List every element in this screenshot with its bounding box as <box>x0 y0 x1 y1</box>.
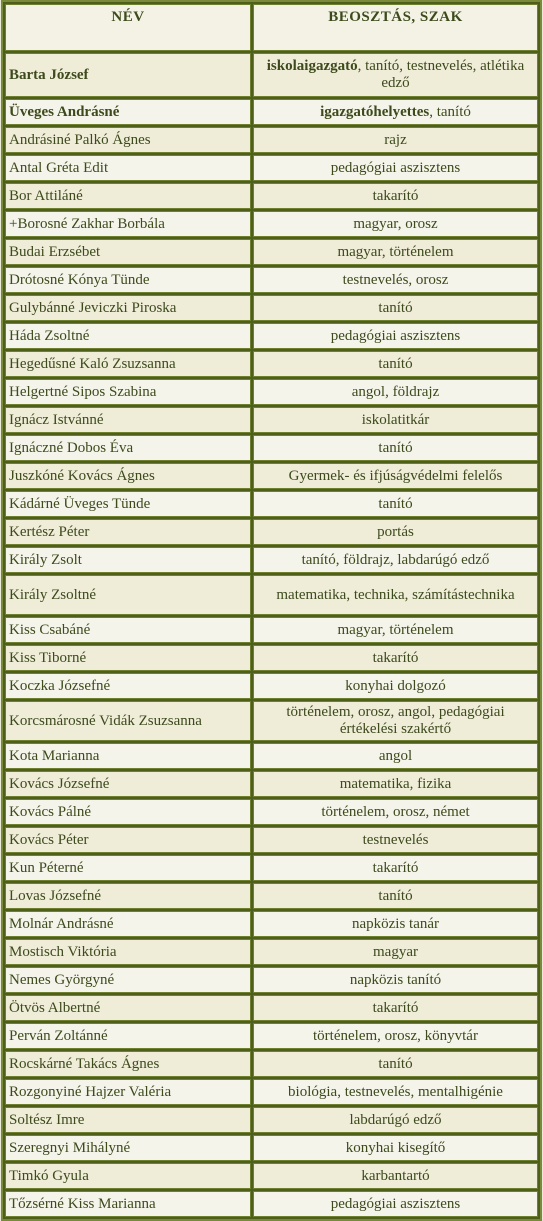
staff-table-frame <box>1 0 542 1221</box>
staff-name: Háda Zsoltné <box>5 323 251 349</box>
table-row <box>5 1191 538 1217</box>
staff-role <box>253 379 538 405</box>
table-row <box>5 53 538 97</box>
table-row <box>5 883 538 909</box>
staff-name: Helgertné Sipos Szabina <box>5 379 251 405</box>
staff-role-text: matematika, technika, számítástechnika <box>276 586 515 603</box>
staff-name: Barta József <box>5 53 251 97</box>
table-row <box>5 1051 538 1077</box>
staff-role-text: takarító <box>372 649 419 666</box>
table-row <box>5 183 538 209</box>
staff-role-text: takarító <box>372 859 419 876</box>
table-row <box>5 211 538 237</box>
staff-name: Kertész Péter <box>5 519 251 545</box>
staff-name: Rocskárné Takács Ágnes <box>5 1051 251 1077</box>
staff-rows <box>5 53 538 1217</box>
staff-role <box>253 435 538 461</box>
staff-role-text: pedagógiai aszisztens <box>330 327 461 344</box>
staff-role-text: , tanító, testnevelés, atlétika edző <box>357 58 525 91</box>
staff-role-text: tanító <box>378 355 413 372</box>
table-row <box>5 1079 538 1105</box>
staff-role-text: karbantartó <box>361 1167 430 1184</box>
staff-role-text: magyar, történelem <box>337 621 454 638</box>
staff-role-text: testnevelés, orosz <box>342 271 449 288</box>
staff-role <box>253 1163 538 1189</box>
staff-role-text: pedagógiai aszisztens <box>330 159 461 176</box>
staff-name: Drótosné Kónya Tünde <box>5 267 251 293</box>
staff-name: Bor Attiláné <box>5 183 251 209</box>
staff-role-text: testnevelés <box>362 831 429 848</box>
staff-name: Kota Marianna <box>5 743 251 769</box>
staff-role-text: magyar <box>373 943 418 960</box>
staff-name: Molnár Andrásné <box>5 911 251 937</box>
staff-name: Király Zsoltné <box>5 575 251 615</box>
staff-name: +Borosné Zakhar Borbála <box>5 211 251 237</box>
staff-name: Kiss Csabáné <box>5 617 251 643</box>
staff-role-text: biológia, testnevelés, mentalhigénie <box>288 1083 503 1100</box>
staff-name: Perván Zoltánné <box>5 1023 251 1049</box>
staff-name: Soltész Imre <box>5 1107 251 1133</box>
staff-name: Koczka Józsefné <box>5 673 251 699</box>
staff-role <box>253 323 538 349</box>
staff-role-text: pedagógiai aszisztens <box>330 1195 461 1212</box>
staff-name: Kovács Pálné <box>5 799 251 825</box>
table-row <box>5 547 538 573</box>
table-row <box>5 575 538 615</box>
table-row <box>5 463 538 489</box>
staff-role-text: Gyermek- és ifjúságvédelmi felelős <box>288 467 503 484</box>
table-row <box>5 799 538 825</box>
staff-name: Kun Péterné <box>5 855 251 881</box>
staff-role <box>253 1023 538 1049</box>
staff-role <box>253 519 538 545</box>
table-row <box>5 323 538 349</box>
table-row <box>5 855 538 881</box>
table-row <box>5 617 538 643</box>
staff-role <box>253 743 538 769</box>
table-row <box>5 1135 538 1161</box>
staff-role-text: tanító <box>378 495 413 512</box>
table-row <box>5 99 538 125</box>
table-row <box>5 519 538 545</box>
staff-role <box>253 883 538 909</box>
staff-role <box>253 1135 538 1161</box>
staff-role <box>253 645 538 671</box>
staff-name: Nemes Györgyné <box>5 967 251 993</box>
staff-role <box>253 1107 538 1133</box>
staff-role-text: tanító <box>378 439 413 456</box>
table-row <box>5 267 538 293</box>
staff-role <box>253 967 538 993</box>
staff-name: Korcsmárosné Vidák Zsuzsanna <box>5 701 251 741</box>
staff-role-text: napközis tanító <box>349 971 442 988</box>
staff-role-text: történelem, orosz, német <box>321 803 470 820</box>
staff-role <box>253 911 538 937</box>
staff-role <box>253 351 538 377</box>
staff-role-text: iskolatitkár <box>361 411 430 428</box>
staff-name: Szeregnyi Mihályné <box>5 1135 251 1161</box>
staff-name: Tőzsérné Kiss Marianna <box>5 1191 251 1217</box>
staff-role <box>253 673 538 699</box>
table-row <box>5 673 538 699</box>
staff-role-text: tanító, földrajz, labdarúgó edző <box>301 551 490 568</box>
table-row <box>5 939 538 965</box>
staff-name: Juszkóné Kovács Ágnes <box>5 463 251 489</box>
staff-role-text: , tanító <box>429 103 471 120</box>
table-row <box>5 1107 538 1133</box>
staff-name: Kádárné Üveges Tünde <box>5 491 251 517</box>
staff-role <box>253 701 538 741</box>
staff-name: Andrásiné Palkó Ágnes <box>5 127 251 153</box>
staff-name: Gulybánné Jeviczki Piroska <box>5 295 251 321</box>
table-row <box>5 127 538 153</box>
staff-role-text: konyhai kisegítő <box>345 1139 446 1156</box>
table-row <box>5 911 538 937</box>
table-row <box>5 155 538 181</box>
table-row <box>5 295 538 321</box>
staff-role <box>253 155 538 181</box>
staff-name: Kovács Józsefné <box>5 771 251 797</box>
staff-role <box>253 575 538 615</box>
staff-role-text: rajz <box>384 131 407 148</box>
staff-role-text: történelem, orosz, könyvtár <box>313 1027 478 1044</box>
staff-role-text: magyar, történelem <box>337 243 454 260</box>
staff-role <box>253 183 538 209</box>
staff-role <box>253 799 538 825</box>
table-row <box>5 995 538 1021</box>
table-row <box>5 771 538 797</box>
name-column-header: NÉV <box>5 4 251 51</box>
staff-role-text: takarító <box>372 999 419 1016</box>
staff-role <box>253 491 538 517</box>
staff-role <box>253 771 538 797</box>
staff-role <box>253 463 538 489</box>
staff-name: Király Zsolt <box>5 547 251 573</box>
staff-role-text: tanító <box>378 299 413 316</box>
staff-role-text: takarító <box>372 187 419 204</box>
staff-role-title: iskolaigazgató <box>266 58 358 74</box>
staff-role <box>253 1191 538 1217</box>
staff-role-text: angol, földrajz <box>351 383 440 400</box>
table-row <box>5 407 538 433</box>
staff-role-text: tanító <box>378 887 413 904</box>
staff-role <box>253 99 538 125</box>
staff-name: Ignáczné Dobos Éva <box>5 435 251 461</box>
staff-name: Budai Erzsébet <box>5 239 251 265</box>
staff-name: Antal Gréta Edit <box>5 155 251 181</box>
staff-role <box>253 407 538 433</box>
table-row <box>5 743 538 769</box>
staff-role <box>253 295 538 321</box>
staff-role <box>253 939 538 965</box>
staff-table <box>3 2 540 1219</box>
staff-role <box>253 1079 538 1105</box>
staff-role-text: történelem, orosz, angol, pedagógiai értékelési szakértő <box>286 704 505 737</box>
staff-name: Hegedűsné Kaló Zsuzsanna <box>5 351 251 377</box>
table-row <box>5 967 538 993</box>
table-row <box>5 1023 538 1049</box>
staff-name: Kovács Péter <box>5 827 251 853</box>
staff-name: Üveges Andrásné <box>5 99 251 125</box>
table-row <box>5 827 538 853</box>
staff-role <box>253 239 538 265</box>
staff-role-text: magyar, orosz <box>353 215 438 232</box>
staff-name: Ignácz Istvánné <box>5 407 251 433</box>
header-row <box>5 4 538 51</box>
staff-role-text: tanító <box>378 1055 413 1072</box>
staff-role <box>253 827 538 853</box>
table-row <box>5 701 538 741</box>
staff-role <box>253 1051 538 1077</box>
staff-role <box>253 995 538 1021</box>
staff-role-title: igazgatóhelyettes <box>320 103 430 120</box>
staff-name: Rozgonyiné Hajzer Valéria <box>5 1079 251 1105</box>
staff-role <box>253 127 538 153</box>
staff-role-text: labdarúgó edző <box>349 1111 442 1128</box>
staff-role <box>253 211 538 237</box>
staff-role <box>253 267 538 293</box>
table-row <box>5 435 538 461</box>
staff-role <box>253 617 538 643</box>
table-row <box>5 645 538 671</box>
table-row <box>5 1163 538 1189</box>
table-row <box>5 239 538 265</box>
table-row <box>5 379 538 405</box>
table-row <box>5 491 538 517</box>
staff-role-text: napközis tanár <box>351 915 440 932</box>
staff-role-text: konyhai dolgozó <box>345 677 446 694</box>
role-column-header: BEOSZTÁS, SZAK <box>253 4 538 51</box>
staff-name: Lovas Józsefné <box>5 883 251 909</box>
staff-role <box>253 547 538 573</box>
staff-role <box>253 855 538 881</box>
staff-name: Ötvös Albertné <box>5 995 251 1021</box>
staff-name: Kiss Tiborné <box>5 645 251 671</box>
staff-role <box>253 53 538 97</box>
staff-name: Mostisch Viktória <box>5 939 251 965</box>
staff-role-text: portás <box>377 523 414 540</box>
staff-name: Timkó Gyula <box>5 1163 251 1189</box>
table-row <box>5 351 538 377</box>
staff-role-text: matematika, fizika <box>339 775 452 792</box>
staff-role-text: angol <box>378 747 413 764</box>
